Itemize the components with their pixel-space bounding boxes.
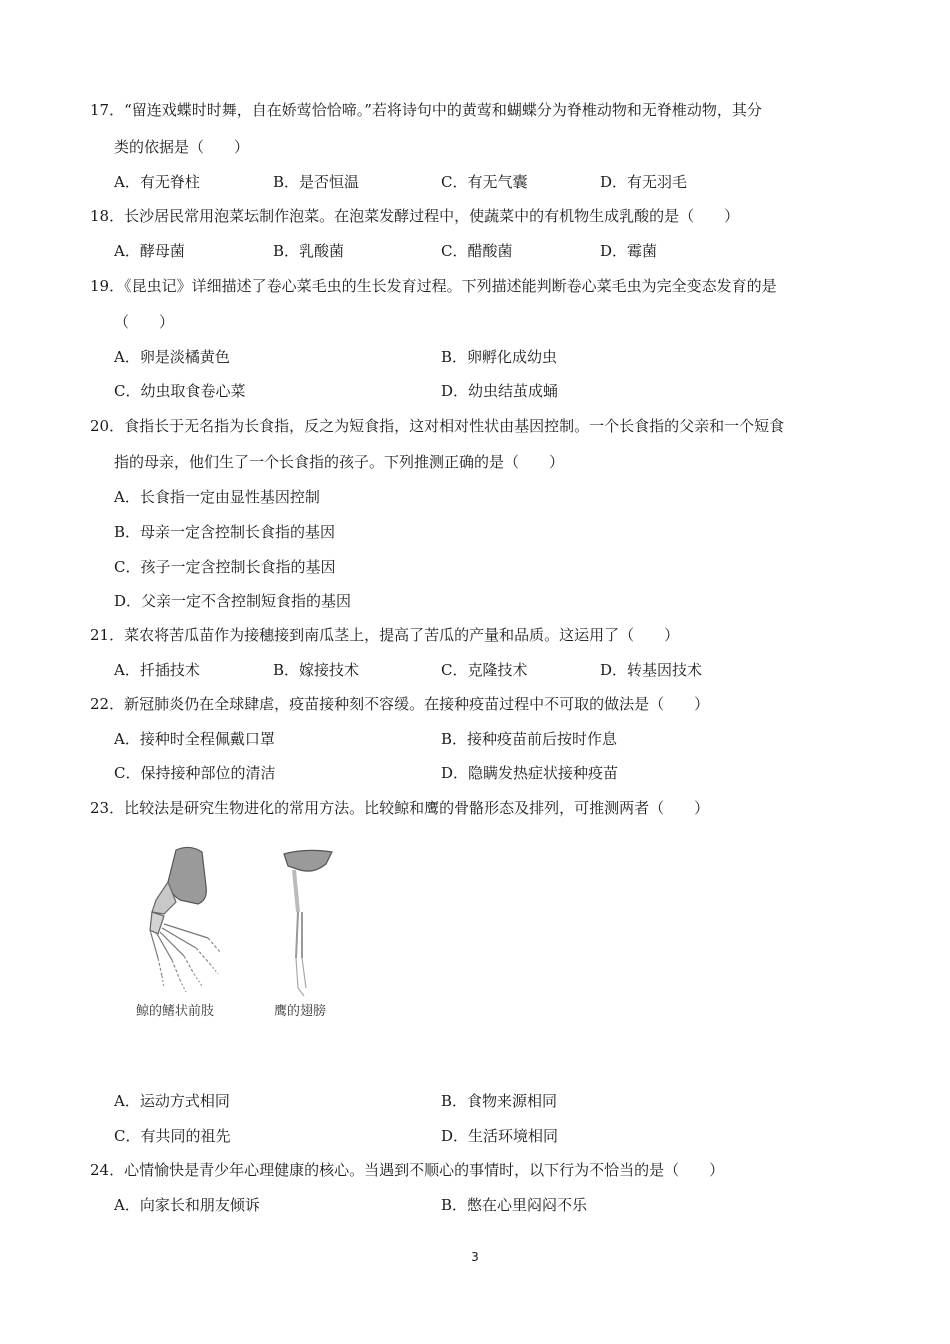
question-22-option-a: A．接种时全程佩戴口罩 — [114, 730, 275, 748]
question-22-option-c: C．保持接种部位的清洁 — [114, 764, 276, 782]
question-23-option-a: A．运动方式相同 — [114, 1092, 230, 1110]
question-24-option-b: B．憋在心里闷闷不乐 — [441, 1196, 588, 1214]
question-21-option-b: B．嫁接技术 — [273, 661, 360, 679]
question-19-stem-cont: （ ） — [114, 313, 175, 331]
question-23-option-c: C．有共同的祖先 — [114, 1127, 231, 1145]
question-21-option-a: A．扦插技术 — [114, 661, 200, 679]
page-number: 3 — [471, 1250, 479, 1264]
question-19-option-b: B．卵孵化成幼虫 — [441, 348, 558, 366]
eagle-wing-drawing — [284, 850, 332, 996]
question-19-option-a: A．卵是淡橘黄色 — [114, 348, 230, 366]
question-23-option-d: D．生活环境相同 — [441, 1127, 559, 1145]
question-17-stem: 17．“留连戏蝶时时舞，自在娇莺恰恰啼。”若将诗句中的黄莺和蝴蝶分为脊椎动物和无脊椎动物，其分 — [90, 101, 762, 119]
question-20-option-c: C．孩子一定含控制长食指的基因 — [114, 558, 336, 576]
question-20-stem: 20．食指长于无名指为长食指，反之为短食指，这对相对性状由基因控制。一个长食指的父亲和一个短食 — [90, 417, 785, 435]
question-19-option-d: D．幼虫结茧成蛹 — [441, 382, 559, 400]
question-19-option-c: C．幼虫取食卷心菜 — [114, 382, 246, 400]
whale-figure-caption: 鲸的鳍状前肢 — [136, 1004, 215, 1019]
question-21-stem: 21．菜农将苦瓜苗作为接穗接到南瓜茎上，提高了苦瓜的产量和品质。这运用了（ ） — [90, 626, 680, 644]
question-17-stem-cont: 类的依据是（ ） — [114, 138, 250, 156]
question-20-option-a: A．长食指一定由显性基因控制 — [114, 488, 320, 506]
question-24-stem: 24．心情愉快是青少年心理健康的核心。当遇到不顺心的事情时，以下行为不恰当的是（ ） — [90, 1161, 725, 1179]
bone-comparison-figure — [128, 838, 358, 1028]
question-18-option-b: B．乳酸菌 — [273, 242, 345, 260]
question-17-option-a: A．有无脊柱 — [114, 173, 200, 191]
question-22-option-b: B．接种疫苗前后按时作息 — [441, 730, 618, 748]
question-21-option-d: D．转基因技术 — [600, 661, 703, 679]
question-23-stem: 23．比较法是研究生物进化的常用方法。比较鲸和鹰的骨骼形态及排列，可推测两者（ ） — [90, 799, 710, 817]
question-21-option-c: C．克隆技术 — [441, 661, 528, 679]
question-19-stem: 19．《昆虫记》详细描述了卷心菜毛虫的生长发育过程。下列描述能判断卷心菜毛虫为完全变态发育的是 — [90, 277, 777, 295]
question-17-option-b: B．是否恒温 — [273, 173, 360, 191]
eagle-figure-caption: 鹰的翅膀 — [274, 1004, 327, 1019]
question-17-option-c: C．有无气囊 — [441, 173, 528, 191]
whale-flipper-drawing — [150, 847, 220, 992]
question-18-option-c: C．醋酸菌 — [441, 242, 513, 260]
question-18-option-d: D．霉菌 — [600, 242, 658, 260]
question-24-option-a: A．向家长和朋友倾诉 — [114, 1196, 260, 1214]
question-20-option-b: B．母亲一定含控制长食指的基因 — [114, 523, 336, 541]
question-18-stem: 18．长沙居民常用泡菜坛制作泡菜。在泡菜发酵过程中，使蔬菜中的有机物生成乳酸的是（ ） — [90, 207, 740, 225]
question-22-option-d: D．隐瞒发热症状接种疫苗 — [441, 764, 619, 782]
question-20-stem-cont: 指的母亲，他们生了一个长食指的孩子。下列推测正确的是（ ） — [114, 453, 565, 471]
question-22-stem: 22．新冠肺炎仍在全球肆虐，疫苗接种刻不容缓。在接种疫苗过程中不可取的做法是（ ） — [90, 695, 710, 713]
question-20-option-d: D．父亲一定不含控制短食指的基因 — [114, 592, 352, 610]
question-18-option-a: A．酵母菌 — [114, 242, 185, 260]
question-17-option-d: D．有无羽毛 — [600, 173, 688, 191]
question-23-option-b: B．食物来源相同 — [441, 1092, 558, 1110]
